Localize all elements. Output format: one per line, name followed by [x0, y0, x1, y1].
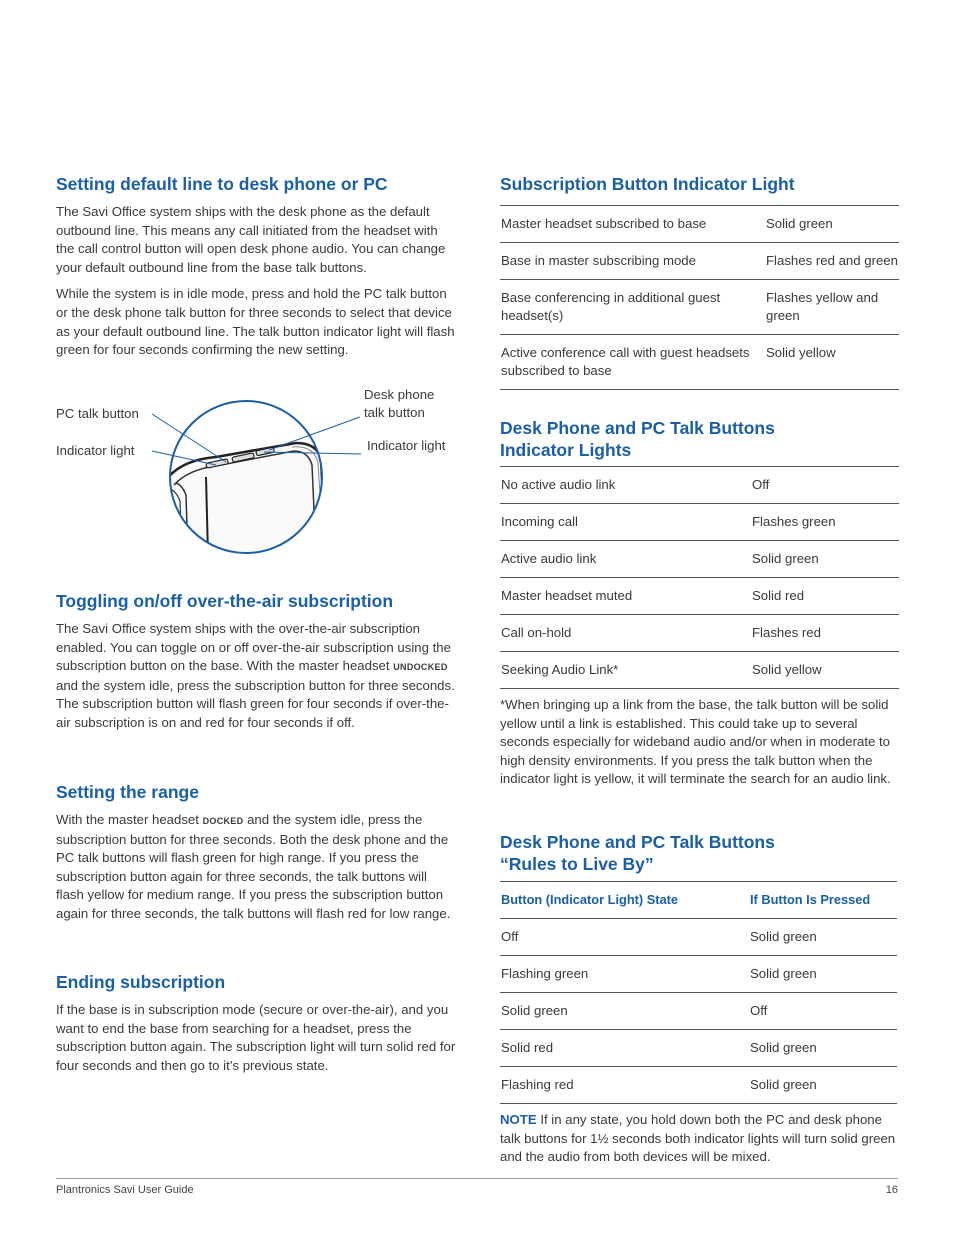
table-row: Solid green Off [500, 993, 897, 1030]
section-ending-subscription [56, 971, 456, 1075]
section-heading: Setting default line to desk phone or PC [56, 174, 388, 194]
table-row: Active audio link Solid green [500, 541, 899, 578]
table-row: Off Solid green [500, 919, 897, 956]
undocked-term: UNDOCKED [393, 662, 448, 673]
table-row: Solid red Solid green [500, 1030, 897, 1067]
section-heading: Desk Phone and PC Talk Buttons “Rules to Live By” [500, 832, 775, 874]
section-default-line [56, 173, 456, 360]
paragraph: While the system is in idle mode, press and hold the PC talk button or the desk phone talk button for three seconds to select that device as your default outbound line. The talk button indicator light will flash green for four seconds confirming the new setting. [56, 286, 455, 358]
section-heading: Ending subscription [56, 972, 226, 992]
table-row: Active conference call with guest headsets subscribed to base Solid yellow [500, 335, 899, 390]
paragraph: With the master headset DOCKED and the system idle, press the subscription button for three seconds. Both the desk phone and the PC talk buttons will flash green for high range. If you press the subscription button again for three seconds, the talk buttons will flash yellow for medium range. If you press the subscription button again for three seconds, the talk buttons will flash red for low range. [56, 812, 451, 921]
page-footer [56, 1178, 898, 1196]
indicator-light-label: Indicator light [56, 443, 135, 458]
table-row: Flashing red Solid green [500, 1067, 897, 1104]
footer-title: Plantronics Savi User Guide [56, 1184, 194, 1196]
page-number: 16 [885, 1184, 898, 1196]
section-setting-range [56, 781, 456, 924]
section-heading: Desk Phone and PC Talk Buttons Indicator Lights [500, 418, 775, 460]
section-subscription-indicator [500, 173, 899, 390]
section-talk-indicator-lights [500, 417, 899, 789]
section-heading: Setting the range [56, 782, 199, 802]
paragraph: If the base is in subscription mode (secure or over-the-air), and you want to end the base from searching for a headset, press the subscription button again. The subscription light will turn solid red for four seconds and then go to it’s previous state. [56, 1002, 456, 1073]
table-row: Seeking Audio Link* Solid yellow [500, 652, 899, 689]
paragraph: The Savi Office system ships with the over-the-air subscription enabled. You can toggle on or off over-the-air subscription using the subscription button on the base. With the master headset UNDOCKED and the system idle, press the subscription button for three seconds. The subscription button will flash green for four seconds if over-the-air subscription is on and red for four seconds if off. [56, 621, 455, 730]
footnote: *When bringing up a link from the base, the talk button will be solid yellow until a link is established. This could take up to several seconds especially for wideband audio and/or when in moderate to high density environments. If you press the talk button when the indicator light is yellow, it will terminate the search for an audio link. [500, 697, 891, 787]
indicator-light-label: Indicator light [367, 438, 446, 453]
desk-phone-talk-button-label: Desk phone talk button [364, 387, 435, 420]
paragraph: The Savi Office system ships with the desk phone as the default outbound line. This means any call initiated from the headset with the call control button will open desk phone audio. You can change your default outbound line from the base talk buttons. [56, 204, 446, 275]
pc-talk-button-label: PC talk button [56, 406, 139, 421]
table-row: Master headset muted Solid red [500, 578, 899, 615]
table-row: Flashing green Solid green [500, 956, 897, 993]
talk-indicator-table [500, 466, 899, 689]
table-row: Call on-hold Flashes red [500, 615, 899, 652]
note: NOTE If in any state, you hold down both the PC and desk phone talk buttons for 1½ seconds both indicator lights will turn solid green and the audio from both devices will be mixed. [500, 1112, 896, 1165]
section-heading: Toggling on/off over-the-air subscription [56, 591, 394, 611]
table-row: Incoming call Flashes green [500, 504, 899, 541]
section-heading: Subscription Button Indicator Light [500, 174, 795, 194]
base-diagram [56, 385, 456, 565]
table-row: Base in master subscribing mode Flashes red and green [500, 243, 899, 280]
subscription-indicator-table [500, 205, 899, 390]
rules-table [500, 881, 897, 1104]
note-label: NOTE [500, 1112, 537, 1127]
section-toggle-subscription [56, 590, 456, 733]
section-rules-to-live-by [500, 831, 899, 1167]
table-row: Base conferencing in additional guest headset(s) Flashes yellow and green [500, 280, 899, 335]
table-row: No active audio link Off [500, 467, 899, 504]
table-header-row: Button (Indicator Light) State If Button Is Pressed [500, 882, 897, 919]
docked-term: DOCKED [202, 816, 244, 826]
table-row: Master headset subscribed to base Solid green [500, 206, 899, 243]
